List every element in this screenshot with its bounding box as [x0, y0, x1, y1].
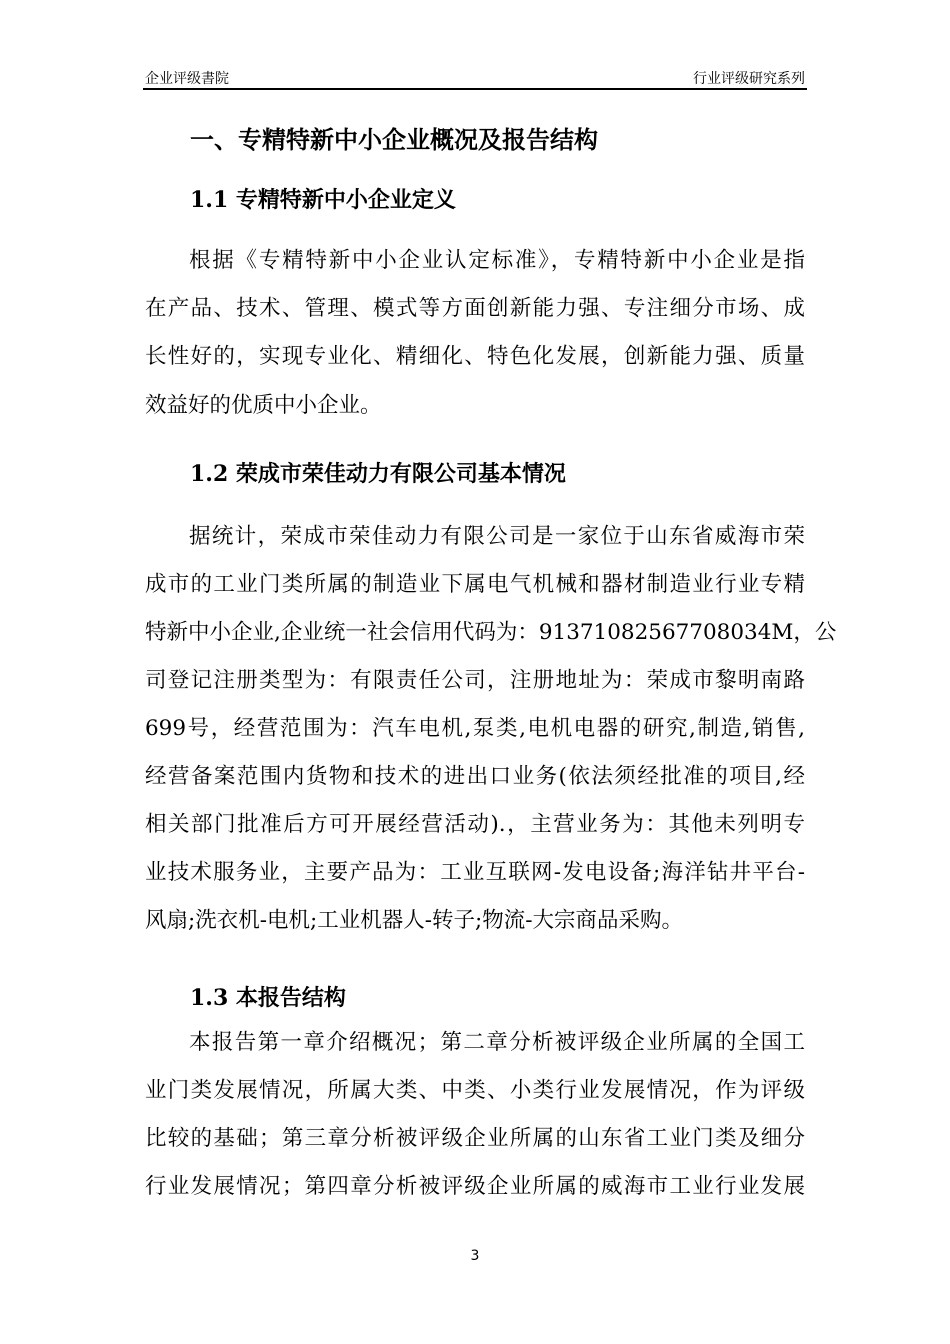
page-number: 3: [470, 1248, 480, 1264]
paragraph-line: 699号，经营范围为：汽车电机,泵类,电机电器的研究,制造,销售,: [145, 716, 805, 741]
paragraph-line: 行业发展情况；第四章分析被评级企业所属的威海市工业行业发展: [145, 1174, 805, 1199]
paragraph-line: 经营备案范围内货物和技术的进出口业务(依法须经批准的项目,经: [145, 764, 805, 789]
paragraph-line: 据统计，荣成市荣佳动力有限公司是一家位于山东省威海市荣: [189, 524, 805, 549]
paragraph-line: 长性好的，实现专业化、精细化、特色化发展，创新能力强、质量: [145, 344, 805, 369]
paragraph-line: 根据《专精特新中小企业认定标准》，专精特新中小企业是指: [189, 248, 805, 273]
paragraph-line: 业技术服务业，主要产品为：工业互联网-发电设备;海洋钻井平台-: [145, 860, 805, 885]
paragraph-line: 在产品、技术、管理、模式等方面创新能力强、专注细分市场、成: [145, 296, 805, 321]
paragraph-line: 风扇;洗衣机-电机;工业机器人-转子;物流-大宗商品采购。: [145, 908, 684, 933]
paragraph-line: 特新中小企业,企业统一社会信用代码为：91371082567708034M，公: [145, 620, 837, 645]
section-title: 一、专精特新中小企业概况及报告结构: [190, 125, 598, 154]
header-right: 行业评级研究系列: [693, 71, 805, 87]
heading-1-1: 1.1 专精特新中小企业定义: [190, 187, 456, 213]
paragraph-line: 成市的工业门类所属的制造业下属电气机械和器材制造业行业专精: [145, 572, 805, 597]
heading-1-2: 1.2 荣成市荣佳动力有限公司基本情况: [190, 461, 566, 487]
paragraph-line: 效益好的优质中小企业。: [145, 393, 382, 418]
paragraph-line: 相关部门批准后方可开展经营活动).，主营业务为：其他未列明专: [145, 812, 805, 837]
header-left: 企业评级書院: [145, 71, 229, 87]
paragraph-line: 比较的基础；第三章分析被评级企业所属的山东省工业门类及细分: [145, 1126, 805, 1151]
heading-1-3: 1.3 本报告结构: [190, 985, 346, 1011]
paragraph-line: 本报告第一章介绍概况；第二章分析被评级企业所属的全国工: [189, 1030, 805, 1055]
header-rule: [143, 88, 807, 90]
paragraph-line: 业门类发展情况，所属大类、中类、小类行业发展情况，作为评级: [145, 1078, 805, 1103]
paragraph-line: 司登记注册类型为：有限责任公司，注册地址为：荣成市黎明南路: [145, 668, 805, 693]
